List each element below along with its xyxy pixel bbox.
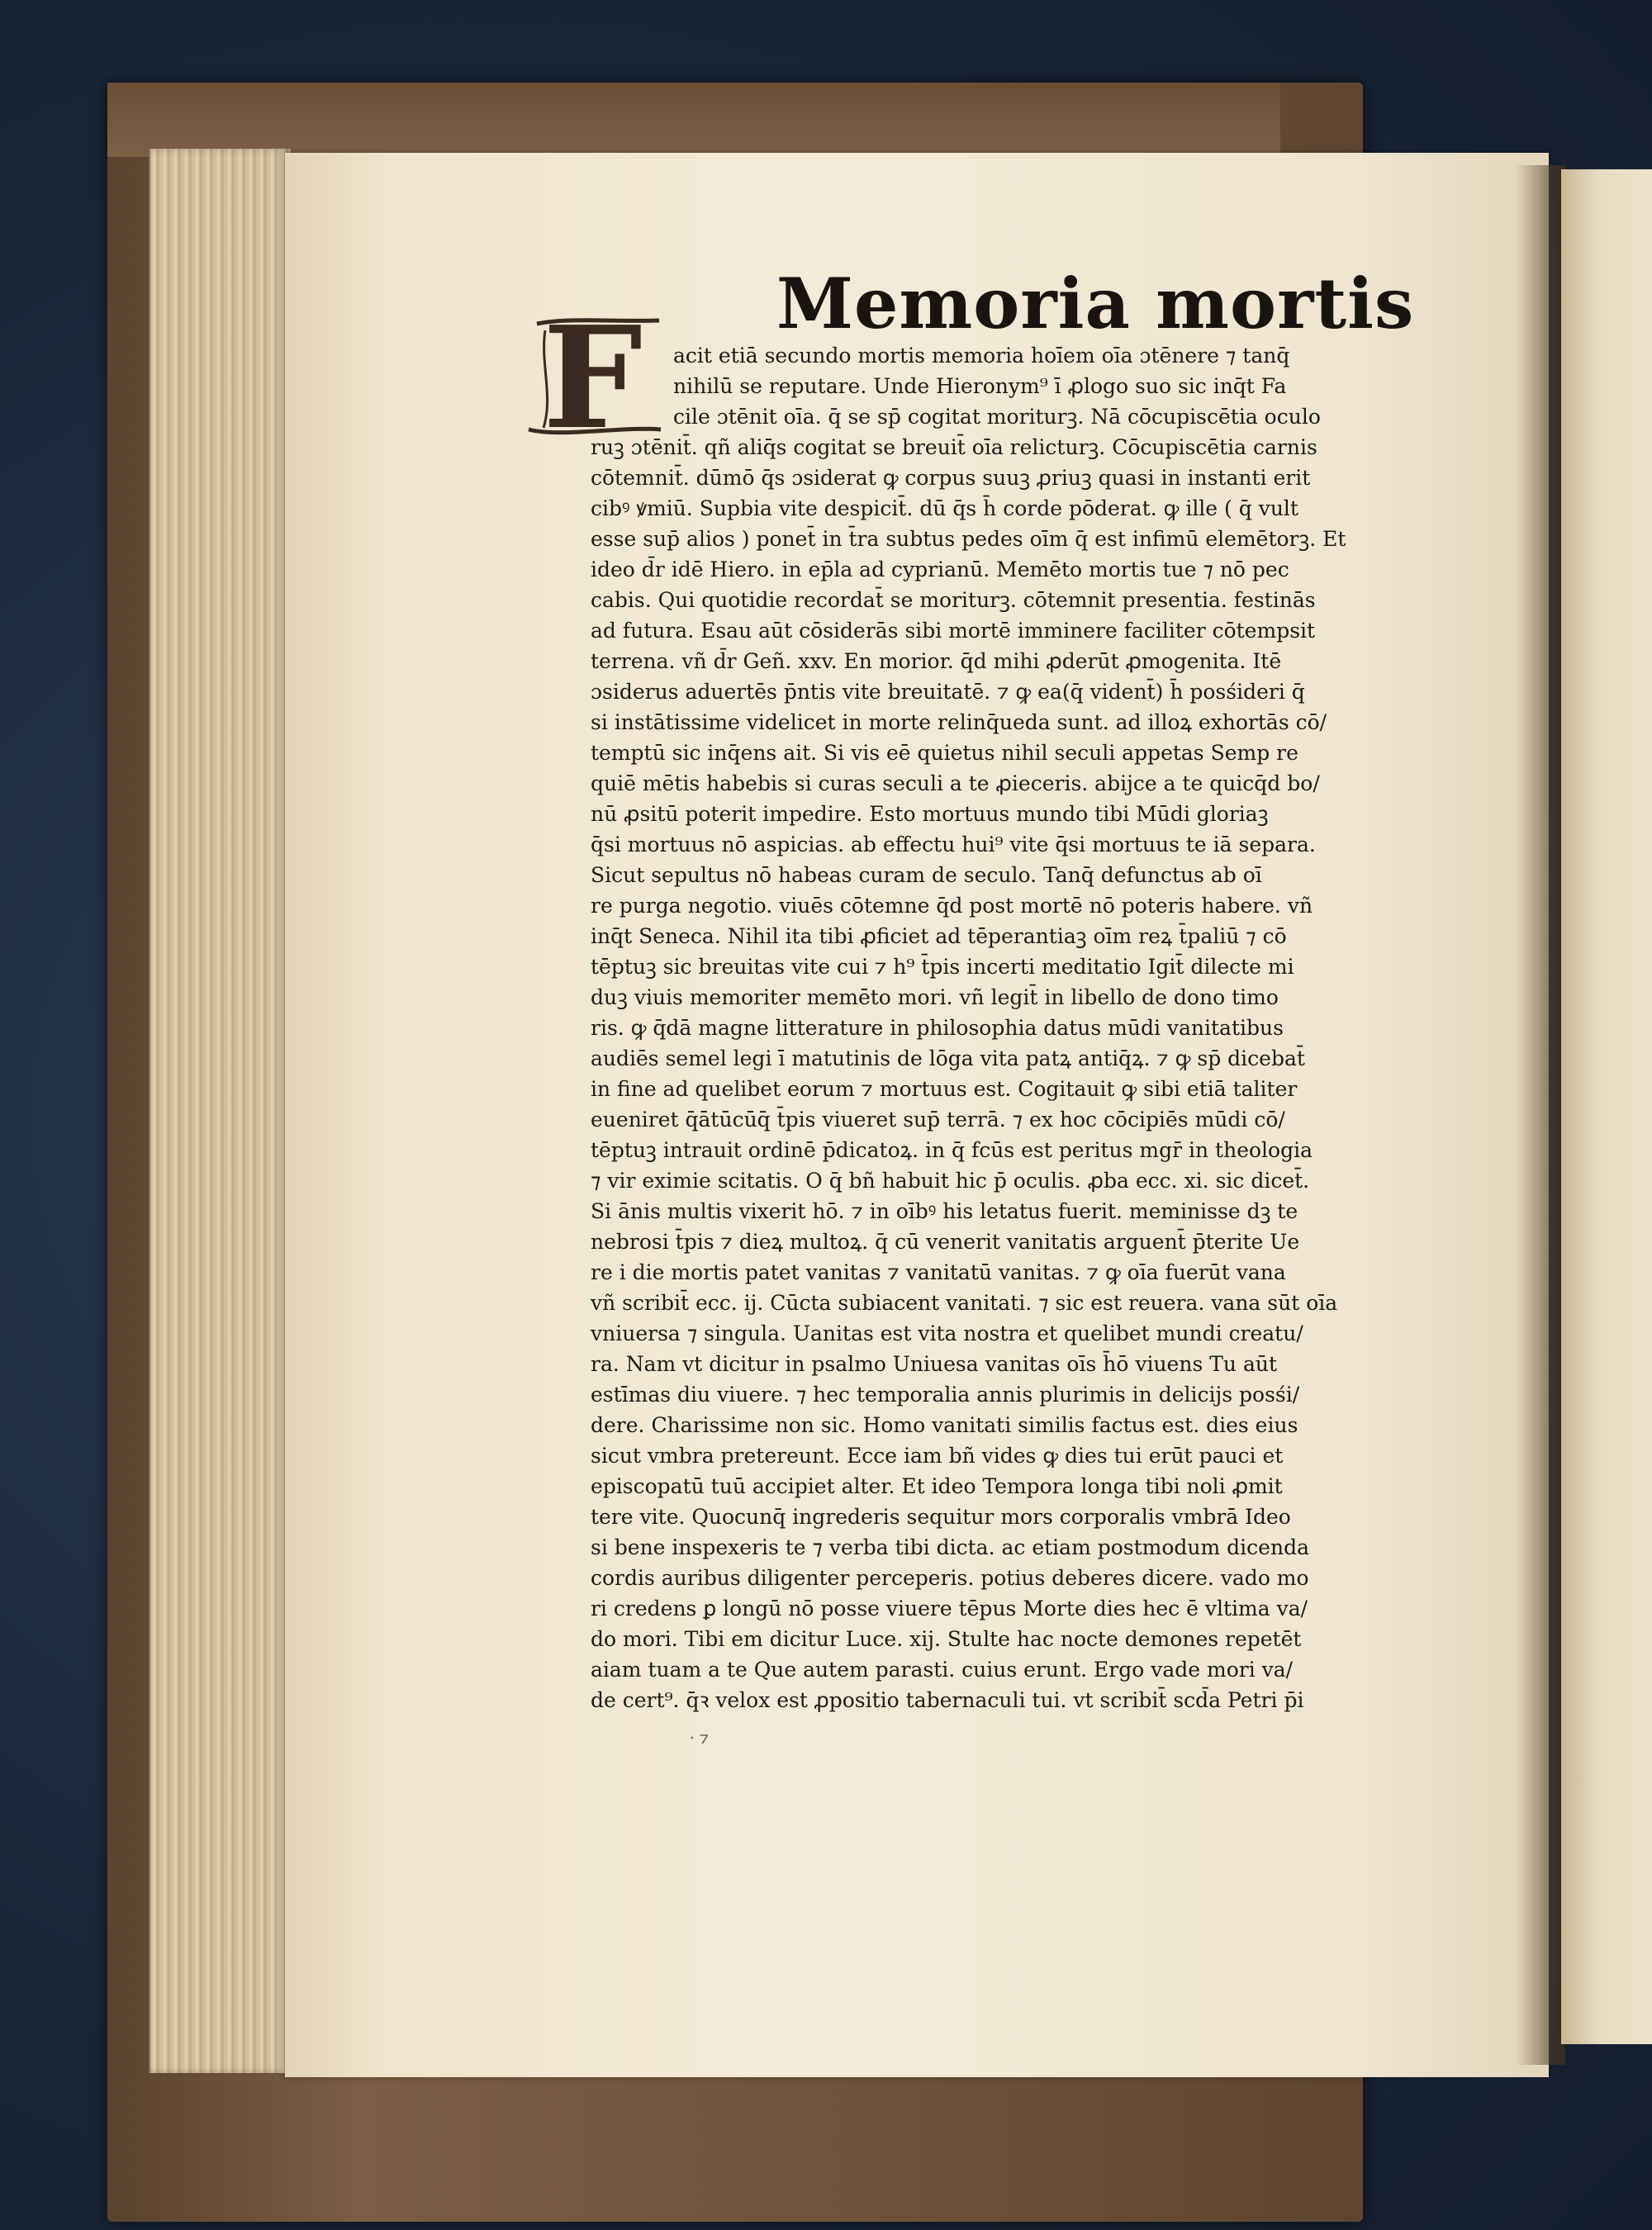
text-line: tēptuꝫ intrauit ordinē p̄dicatoꝝ. in q̄ fcūs est peritus mgr̄ in theologia — [591, 1138, 1313, 1162]
text-line: dere. Charissime non sic. Homo vanitati similis factus est. dies eius — [591, 1413, 1298, 1437]
text-line: tēptuꝫ sic breuitas vite cui ⁊ h⁹ t̄pis incerti meditatio Igit̄ dilecte mi — [591, 955, 1294, 979]
text-line: nū ꝓsitū poterit impedire. Esto mortuus mundo tibi Mūdi gloriaꝫ — [591, 802, 1269, 826]
text-line: ra. Nam vt dicitur in psalmo Uniuesa vanitas oīs h̄ō viuens Tu aūt — [591, 1352, 1278, 1376]
cover-top-edge — [107, 83, 1280, 157]
text-line: ideo d̄r idē Hiero. in ep̄la ad cyprianū. Memēto mortis tue ⁊ nō pec — [591, 558, 1289, 581]
text-line: cordis auribus diligenter perceperis. potius deberes dicere. vado mo — [591, 1566, 1309, 1590]
book-gutter — [1516, 165, 1565, 2065]
text-line: cōtemnit̄. dūmō q̄s ɔsiderat ꝙ corpus suuꝫ ꝓriuꝫ quasi in instanti erit — [591, 466, 1311, 490]
text-line: ri credens ꝑ longū nō posse viuere tēpus Morte dies hec ē vltima va/ — [591, 1597, 1308, 1620]
text-line: in fine ad quelibet eorum ⁊ mortuus est. Cogitauit ꝙ sibi etiā taliter — [591, 1077, 1298, 1101]
text-line: de cert⁹. q̄ꝛ velox est ꝓpositio tabernaculi tui. vt scribit̄ scd̄a Petri p̄i — [591, 1688, 1304, 1712]
text-line: quiē mētis habebis si curas seculi a te ꝓieceris. abijce a te quicq̄d bo/ — [591, 771, 1320, 795]
text-line: si bene inspexeris te ⁊ verba tibi dicta. ac etiam postmodum dicenda — [591, 1535, 1309, 1559]
text-line: acit etiā secundo mortis memoria hoīem oīa ɔtēnere ⁊ tanq̄ — [673, 344, 1290, 368]
page-title: Memoria mortis — [776, 263, 1415, 344]
text-line: episcopatū tuū accipiet alter. Et ideo Tempora longa tibi noli ꝓmit — [591, 1474, 1283, 1498]
text-line: Si ānis multis vixerit hō. ⁊ in oībꝰ his letatus fuerit. meminisse dꝫ te — [591, 1199, 1298, 1223]
text-line: esse sup̄ alios ) ponet̄ in t̄ra subtus pedes oīm q̄ est infimū elemētorꝫ. Et — [591, 527, 1346, 551]
text-line: cibꝰ ꝟmiū. Supbia vite despicit̄. dū q̄s h̄ corde pōderat. ꝙ ille ( q̄ vult — [591, 496, 1298, 520]
text-line: re purga negotio. viuēs cōtemne q̄d post mortē nō poteris habere. vñ — [591, 894, 1313, 918]
text-line: duꝫ viuis memoriter memēto mori. vñ legit̄ in libello de dono timo — [591, 985, 1279, 1009]
page-edges — [149, 149, 291, 2073]
text-line: terrena. vñ d̄r Geñ. xxv. En morior. q̄d mihi ꝓderūt ꝓmogenita. Itē — [591, 649, 1282, 673]
text-line: vñ scribit̄ ecc. ij. Cūcta subiacent vanitati. ⁊ sic est reuera. vana sūt oīa — [591, 1291, 1338, 1315]
text-line: ⁊ vir eximie scitatis. O q̄ bñ habuit hic p̄ oculis. ꝓba ecc. xi. sic dicet̄. — [591, 1169, 1310, 1193]
text-line: audiēs semel legi ī matutinis de lōga vita patꝝ antiq̄ꝝ. ⁊ ꝙ sp̄ dicebat̄ — [591, 1046, 1305, 1070]
text-line: ɔsiderus aduertēs p̄ntis vite breuitatē. ⁊ ꝙ ea(q̄ vident̄) h̄ posśideri q̄ — [591, 680, 1305, 704]
text-line: q̄si mortuus nō aspicias. ab effectu hui⁹ vite q̄si mortuus te iā separa. — [591, 833, 1316, 856]
text-line: nihilū se reputare. Unde Hieronym⁹ ī ꝓlogo suo sic inq̄t Fa — [673, 374, 1287, 398]
text-line: Sicut sepultus nō habeas curam de seculo. Tanq̄ defunctus ab oī — [591, 863, 1262, 887]
decorated-initial-letter: F — [543, 296, 643, 461]
text-line: vniuersa ⁊ singula. Uanitas est vita nostra et quelibet mundi creatu/ — [591, 1321, 1303, 1345]
text-line: sicut vmbra pretereunt. Ecce iam bñ vides ꝙ dies tui erūt pauci et — [591, 1444, 1284, 1468]
stray-ink-marks: ⸱ ⁊ — [690, 1728, 710, 1748]
text-line: ruꝫ ɔtēnit̄. qñ aliq̄s cogitat se breuit̄ oīa relicturꝫ. Cōcupiscētia carnis — [591, 435, 1317, 459]
text-line: ad futura. Esau aūt cōsiderās sibi mortē imminere faciliter cōtempsit — [591, 619, 1316, 643]
text-line: aiam tuam a te Que autem parasti. cuius erunt. Ergo vade mori va/ — [591, 1658, 1294, 1682]
text-line: inq̄t Seneca. Nihil ita tibi ꝓficiet ad tēperantiaꝫ oīm reꝝ t̄paliū ⁊ cō — [591, 924, 1287, 948]
text-line: estīmas diu viuere. ⁊ hec temporalia annis plurimis in delicijs posśi/ — [591, 1383, 1300, 1407]
text-line: cabis. Qui quotidie recordat̄ se moriturꝫ. cōtemnit presentia. festinās — [591, 588, 1316, 612]
recto-page-sliver — [1561, 169, 1652, 2044]
text-line: si instātissime videlicet in morte relinq̄ueda sunt. ad illoꝝ exhortās cō/ — [591, 710, 1327, 734]
text-line: re i die mortis patet vanitas ⁊ vanitatū vanitas. ⁊ ꝙ oīa fuerūt vana — [591, 1260, 1286, 1284]
text-line: tere vite. Quocunq̄ ingrederis sequitur mors corporalis vmbrā Ideo — [591, 1505, 1291, 1529]
text-line: temptū sic inq̄ens ait. Si vis eē quietus nihil seculi appetas Semp re — [591, 741, 1298, 765]
text-line: cile ɔtēnit oīa. q̄ se sp̄ cogitat moriturꝫ. Nā cōcupiscētia oculo — [673, 405, 1321, 429]
text-line: nebrosi t̄pis ⁊ dieꝝ multoꝝ. q̄ cū venerit vanitatis arguent̄ p̄terite Ue — [591, 1230, 1300, 1254]
text-line: eueniret q̄ātūcūq̄ t̄pis viueret sup̄ terrā. ⁊ ex hoc cōcipiēs mūdi cō/ — [591, 1108, 1285, 1132]
text-line: ris. ꝙ q̄dā magne litterature in philosophia datus mūdi vanitatibus — [591, 1016, 1284, 1040]
text-line: do mori. Tibi em dicitur Luce. xij. Stulte hac nocte demones repetēt — [591, 1627, 1302, 1651]
